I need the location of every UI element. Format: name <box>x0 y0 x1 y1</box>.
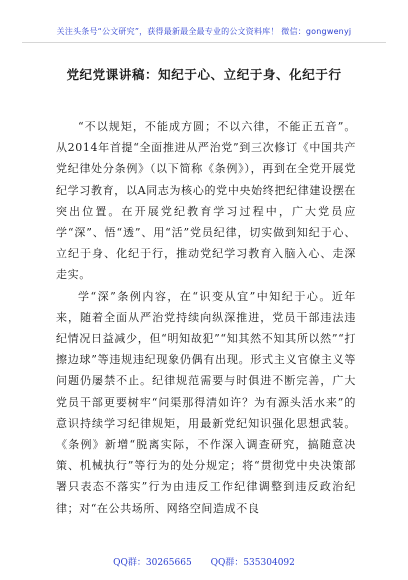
footer-qq-group-2: QQ群：535304092 <box>210 558 295 568</box>
body-paragraph: 学“深”条例内容，在“识变从宜”中知纪于心。近年来，随着全面从严治党持续向纵深推进，党员干部违法违纪情况日益减少，但“明知故犯”“知其然不知其所以然”“打擦边球”等违规违纪现象仍偶有出现。形式主义官僚主义等问题仍屡禁不止。纪律规范需要与时俱进不断完善，广大党员干部更要树牢“问渠那得清如许？为有源头活水来”的意识持续学习纪律规矩，用最新党纪知识强化思想武装。《条例》新增“脱离实际，不作深入调查研究，搞随意决策、机械执行”等行为的处分规定；将“贯彻党中央决策部署只表态不落实”行为由违反工作纪律调整到违反政治纪律；对“在公共场所、网络空间造成不良 <box>56 289 356 515</box>
header-note: 关注头条号“公文研究”，获得最新最全最专业的公文资料库！ 微信：gongwenyj <box>56 27 352 36</box>
body-paragraph: “不以规矩，不能成方圆；不以六律，不能正五音”。从2014年首提“全面推进从严治党”到三次修订《中国共产党纪律处分条例》（以下简称《条例》），再到在全党开展党纪学习教育，以A同志为核心的党中央始终把纪律建设摆在突出位置。在开展党纪教育学习过程中，广大党员应学“深”、悟“透”、用“活”党员纪律，切实做到知纪于心、立纪于身、化纪于行，推动党纪学习教育入脑入心、走深走实。 <box>56 120 356 282</box>
document-body <box>56 116 356 519</box>
footer-contacts <box>0 557 408 569</box>
footer-qq-group-1: QQ群：30265665 <box>113 558 192 568</box>
document-title: 党纪党课讲稿：知纪于心、立纪于身、化纪于行 <box>66 67 342 82</box>
header-divider <box>22 42 386 43</box>
